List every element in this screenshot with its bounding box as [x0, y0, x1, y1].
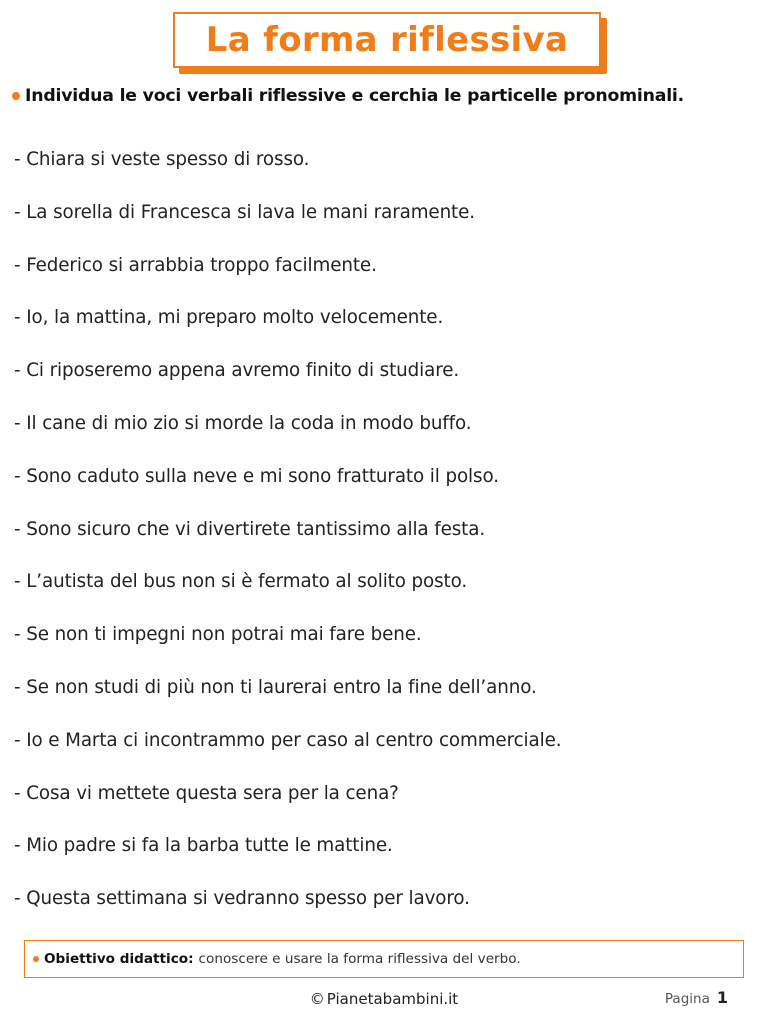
bullet-icon [12, 92, 20, 100]
sentence-item: - Sono caduto sulla neve e mi sono fratturato il polso. [14, 465, 499, 487]
sentence-item: - Chiara si veste spesso di rosso. [14, 149, 310, 170]
footer-brand [0, 990, 768, 1008]
sentence-item: - Sono sicuro che vi divertirete tantissimo alla festa. [14, 518, 486, 540]
objective-label: Obiettivo didattico: [44, 951, 194, 967]
page-title: La forma riflessiva [205, 20, 569, 60]
sentence-item: - Ci riposeremo appena avremo finito di studiare. [14, 360, 460, 382]
title-box [173, 12, 601, 68]
brand-name: Pianetabambini.it [326, 990, 459, 1008]
sentence-item: - Federico si arrabbia troppo facilmente. [14, 254, 377, 276]
sentence-item: - Io e Marta ci incontrammo per caso al centro commerciale. [14, 729, 562, 751]
objective-text: conoscere e usare la forma riflessiva del verbo. [198, 951, 521, 967]
instruction [12, 86, 762, 106]
sentence-item: - L’autista del bus non si è fermato al solito posto. [14, 571, 468, 593]
sentence-list [14, 146, 754, 938]
sentence-item: - Il cane di mio zio si morde la coda in modo buffo. [14, 412, 472, 434]
copyright-icon: © [309, 990, 325, 1008]
title-banner [173, 12, 601, 68]
sentence-item: - Questa settimana si vedranno spesso per lavoro. [14, 888, 470, 910]
objective-box [24, 940, 744, 978]
page-label: Pagina [664, 991, 710, 1007]
sentence-item: - Se non ti impegni non potrai mai fare bene. [14, 624, 422, 646]
sentence-item: - Se non studi di più non ti laurerai entro la fine dell’anno. [14, 676, 537, 698]
sentence-item: - Cosa vi mettete questa sera per la cena? [14, 782, 399, 804]
sentence-item: - Mio padre si fa la barba tutte le mattine. [14, 835, 393, 857]
bullet-icon [33, 956, 39, 962]
page-number: 1 [716, 988, 728, 1007]
sentence-item: - La sorella di Francesca si lava le mani raramente. [14, 201, 475, 223]
instruction-text: Individua le voci verbali riflessive e cerchia le particelle pronominali. [25, 86, 685, 106]
page-indicator [665, 988, 728, 1007]
sentence-item: - Io, la mattina, mi preparo molto velocemente. [14, 307, 444, 329]
